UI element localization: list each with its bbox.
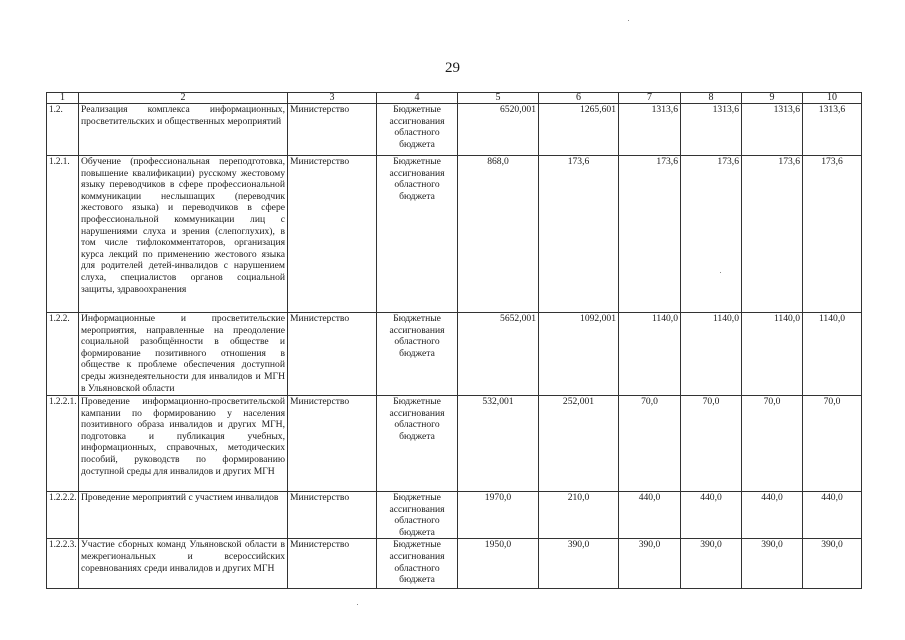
column-header: 9 bbox=[742, 93, 803, 104]
value-total: 868,0 bbox=[458, 156, 539, 313]
table-row bbox=[47, 313, 862, 396]
row-number: 1.2.2.1. bbox=[47, 396, 79, 492]
funding-source: Бюджетные ассигнования областного бюджета bbox=[377, 396, 458, 492]
value-year: 390,0 bbox=[539, 539, 619, 589]
row-number: 1.2.2.2. bbox=[47, 492, 79, 539]
measure-name: Обучение (профессиональная переподготовка, повышение квалификации) русскому жестовому языку переводчиков в сфере профессиональной коммуникации неслышащих (переводчик жестового языка) и переводчиков в сфере профессиональной коммуникации лиц с нарушениями слуха и зрения (слепоглухих), в том числе тифлокомментаторов, организация курса лекций по применению жестового языка для родителей детей-инвалидов с нарушением слуха, специалистов органов социальной защиты, здравоохранения bbox=[79, 156, 288, 313]
value-year: 390,0 bbox=[803, 539, 862, 589]
column-header: 4 bbox=[377, 93, 458, 104]
executor: Министерство bbox=[288, 104, 377, 156]
value-year: 173,6 bbox=[619, 156, 681, 313]
table-row bbox=[47, 104, 862, 156]
measure-name: Проведение мероприятий с участием инвалидов bbox=[79, 492, 288, 539]
value-total: 6520,001 bbox=[458, 104, 539, 156]
value-year: 70,0 bbox=[803, 396, 862, 492]
scan-speck bbox=[720, 272, 721, 273]
value-year: 1092,001 bbox=[539, 313, 619, 396]
value-year: 1140,0 bbox=[742, 313, 803, 396]
value-year: 1313,6 bbox=[681, 104, 742, 156]
table-row bbox=[47, 156, 862, 313]
value-year: 1313,6 bbox=[742, 104, 803, 156]
value-year: 440,0 bbox=[742, 492, 803, 539]
scan-speck bbox=[628, 20, 629, 21]
value-year: 173,6 bbox=[681, 156, 742, 313]
row-number: 1.2. bbox=[47, 104, 79, 156]
measure-name: Участие сборных команд Ульяновской области в межрегиональных и всероссийских соревнованиях среди инвалидов и других МГН bbox=[79, 539, 288, 589]
column-header: 2 bbox=[79, 93, 288, 104]
funding-source: Бюджетные ассигнования областного бюджета bbox=[377, 104, 458, 156]
value-year: 390,0 bbox=[681, 539, 742, 589]
value-year: 70,0 bbox=[681, 396, 742, 492]
value-total: 532,001 bbox=[458, 396, 539, 492]
header-row bbox=[47, 93, 862, 104]
value-year: 1140,0 bbox=[803, 313, 862, 396]
value-year: 70,0 bbox=[742, 396, 803, 492]
scan-speck bbox=[357, 604, 358, 605]
value-year: 173,6 bbox=[742, 156, 803, 313]
column-header: 5 bbox=[458, 93, 539, 104]
row-number: 1.2.1. bbox=[47, 156, 79, 313]
measure-name: Проведение информационно-просветительской кампании по формированию у населения позитивного образа инвалидов и других МГН, подготовка и публикация учебных, информационных, справочных, методических пособий, руководств по формированию доступной среды для инвалидов и других МГН bbox=[79, 396, 288, 492]
measure-name: Информационные и просветительские мероприятия, направленные на преодоление социальной разобщённости в обществе и формирование позитивного отношения в обществе к проблеме обеспечения доступной среды жизнедеятельности для инвалидов и МГН в Ульяновской области bbox=[79, 313, 288, 396]
column-header: 10 bbox=[803, 93, 862, 104]
column-header: 8 bbox=[681, 93, 742, 104]
value-total: 5652,001 bbox=[458, 313, 539, 396]
funding-source: Бюджетные ассигнования областного бюджета bbox=[377, 539, 458, 589]
value-year: 70,0 bbox=[619, 396, 681, 492]
table-row bbox=[47, 396, 862, 492]
measure-name: Реализация комплекса информационных, просветительских и общественных мероприятий bbox=[79, 104, 288, 156]
value-year: 252,001 bbox=[539, 396, 619, 492]
executor: Министерство bbox=[288, 492, 377, 539]
table-row bbox=[47, 539, 862, 589]
executor: Министерство bbox=[288, 156, 377, 313]
row-number: 1.2.2. bbox=[47, 313, 79, 396]
funding-source: Бюджетные ассигнования областного бюджета bbox=[377, 492, 458, 539]
value-year: 1265,601 bbox=[539, 104, 619, 156]
executor: Министерство bbox=[288, 539, 377, 589]
row-number: 1.2.2.3. bbox=[47, 539, 79, 589]
value-year: 440,0 bbox=[681, 492, 742, 539]
column-header: 6 bbox=[539, 93, 619, 104]
funding-source: Бюджетные ассигнования областного бюджета bbox=[377, 313, 458, 396]
value-total: 1950,0 bbox=[458, 539, 539, 589]
column-header: 1 bbox=[47, 93, 79, 104]
value-year: 1313,6 bbox=[803, 104, 862, 156]
column-header: 3 bbox=[288, 93, 377, 104]
budget-table bbox=[46, 92, 862, 589]
value-year: 1313,6 bbox=[619, 104, 681, 156]
value-year: 210,0 bbox=[539, 492, 619, 539]
value-year: 173,6 bbox=[539, 156, 619, 313]
value-year: 390,0 bbox=[742, 539, 803, 589]
value-year: 1140,0 bbox=[681, 313, 742, 396]
executor: Министерство bbox=[288, 396, 377, 492]
value-year: 440,0 bbox=[619, 492, 681, 539]
funding-source: Бюджетные ассигнования областного бюджета bbox=[377, 156, 458, 313]
column-header: 7 bbox=[619, 93, 681, 104]
value-year: 440,0 bbox=[803, 492, 862, 539]
table-row bbox=[47, 492, 862, 539]
value-total: 1970,0 bbox=[458, 492, 539, 539]
value-year: 1140,0 bbox=[619, 313, 681, 396]
value-year: 173,6 bbox=[803, 156, 862, 313]
value-year: 390,0 bbox=[619, 539, 681, 589]
page-number: 29 bbox=[445, 60, 460, 76]
executor: Министерство bbox=[288, 313, 377, 396]
